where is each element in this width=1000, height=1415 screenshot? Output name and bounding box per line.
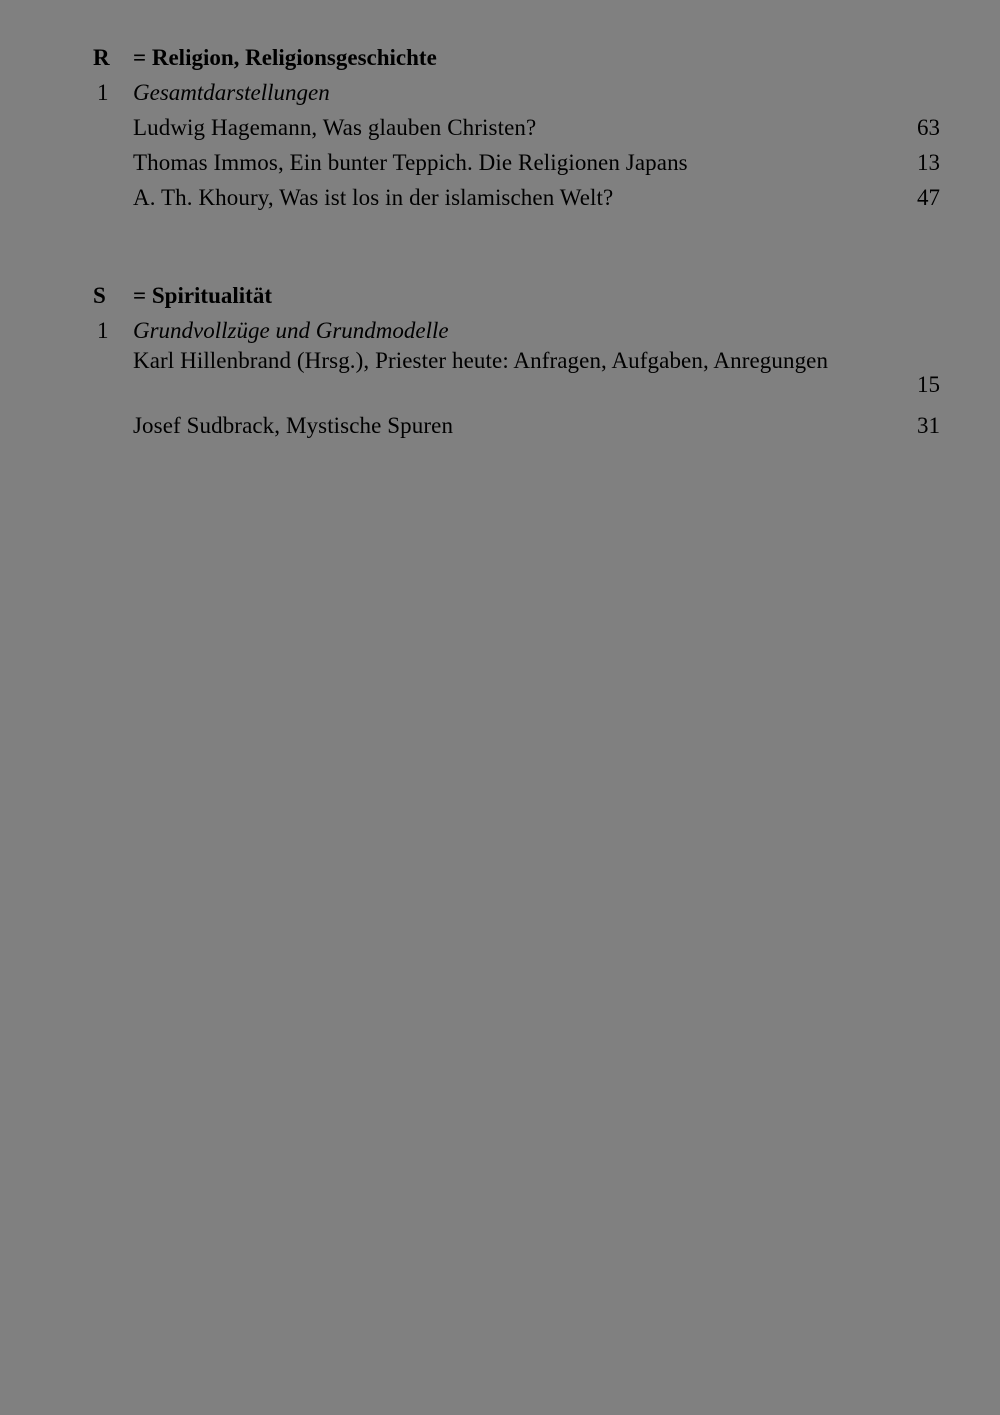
section-title: = Religion, Religionsgeschichte [133,45,437,70]
subsection-title: Gesamtdarstellungen [133,80,330,105]
index-entry [93,408,943,443]
entry-page-number: 15 [917,372,940,397]
entry-page-number: 13 [917,150,940,175]
subsection-heading [93,313,943,348]
subsection-number: 1 [97,80,109,105]
section-spiritualitaet [93,278,943,443]
section-title: = Spiritualität [133,283,272,308]
entry-title: Thomas Immos, Ein bunter Teppich. Die Religionen Japans [133,150,688,175]
subsection-number: 1 [97,318,109,343]
index-entry [93,180,943,215]
entry-title: Josef Sudbrack, Mystische Spuren [133,413,454,438]
index-entry [93,145,943,180]
section-heading [93,40,943,75]
entry-title: Ludwig Hagemann, Was glauben Christen? [133,115,537,140]
subsection-title: Grundvollzüge und Grundmodelle [133,318,449,343]
index-entry [93,348,943,408]
entry-page-number: 63 [917,115,940,140]
entry-title: A. Th. Khoury, Was ist los in der islamischen Welt? [133,185,614,210]
section-letter: R [93,45,110,70]
entry-title: Karl Hillenbrand (Hrsg.), Priester heute: Anfragen, Aufgaben, Anregungen [133,348,829,373]
section-letter: S [93,283,106,308]
index-entry [93,110,943,145]
section-religion [93,40,943,215]
entry-page-number: 47 [917,185,940,210]
subsection-heading [93,75,943,110]
section-heading [93,278,943,313]
entry-page-number: 31 [917,413,940,438]
